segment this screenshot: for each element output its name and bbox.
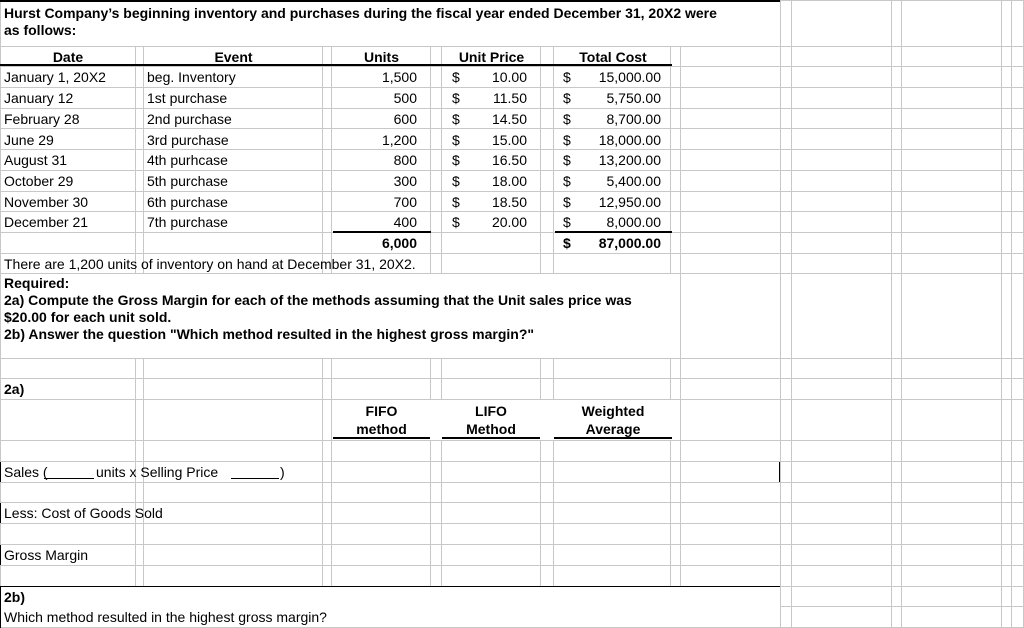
row-total-currency: $ (563, 194, 571, 210)
row-price-currency: $ (452, 111, 460, 127)
row-total: 5,750.00 (606, 90, 661, 106)
row-price: 16.50 (491, 152, 527, 168)
row-units: 500 (393, 90, 417, 106)
gm-left-border (0, 545, 1, 565)
row-price: 20.00 (491, 214, 527, 230)
row-total: 8,700.00 (606, 111, 661, 127)
row-price-currency: $ (452, 152, 460, 168)
cost-total-rule (555, 231, 672, 233)
fifo-header-line-1: FIFO (365, 403, 398, 419)
row-total: 5,400.00 (606, 173, 661, 189)
row-units: 300 (393, 173, 417, 189)
row-event: 2nd purchase (147, 111, 232, 127)
weighted-header-line-2: Average (585, 421, 641, 437)
lifo-header-line-1: LIFO (475, 403, 507, 419)
row-total-currency: $ (563, 132, 571, 148)
title-line-1: Hurst Company’s beginning inventory and purchases during the fiscal year ended December 31, 20X2 were (4, 5, 717, 21)
row-date: February 28 (4, 111, 80, 127)
row-date: January 1, 20X2 (4, 69, 106, 85)
row-total: 8,000.00 (606, 214, 661, 230)
row-price: 11.50 (493, 90, 527, 106)
row-event: beg. Inventory (147, 69, 236, 85)
row-price: 18.00 (491, 173, 527, 189)
row-price-currency: $ (452, 173, 460, 189)
row-total-currency: $ (563, 90, 571, 106)
section-2b-question: Which method resulted in the highest gross margin? (4, 609, 327, 625)
row-total-currency: $ (563, 152, 571, 168)
fifo-header-line-2: method (356, 421, 407, 437)
row-price-currency: $ (452, 194, 460, 210)
section-2a-label: 2a) (4, 381, 25, 397)
title-border-top (0, 0, 780, 2)
section-2b-left-border (0, 586, 1, 628)
weighted-header-line-1: Weighted (581, 403, 645, 419)
required-heading: Required: (4, 275, 70, 291)
row-price-currency: $ (452, 214, 460, 230)
header-units: Units (364, 49, 399, 65)
total-cost: 87,000.00 (598, 235, 661, 251)
row-date: December 21 (4, 214, 89, 230)
row-total-currency: $ (563, 173, 571, 189)
question-2a-line-1: 2a) Compute the Gross Margin for each of the methods assuming that the Unit sales price was (4, 292, 632, 308)
row-date: June 29 (4, 132, 54, 148)
row-price-currency: $ (452, 132, 460, 148)
sales-blank-price (231, 478, 279, 479)
sales-left-border (0, 462, 1, 482)
row-price: 18.50 (491, 194, 527, 210)
header-unit-price: Unit Price (458, 49, 525, 65)
row-date: January 12 (4, 90, 74, 106)
total-cost-currency: $ (563, 235, 571, 251)
weighted-underline (554, 437, 672, 439)
lifo-underline (442, 437, 540, 439)
row-date: August 31 (4, 152, 68, 168)
row-event: 7th purchase (147, 214, 228, 230)
row-units: 1,200 (381, 132, 417, 148)
row-units: 800 (393, 152, 417, 168)
row-price: 15.00 (491, 132, 527, 148)
row-total-currency: $ (563, 214, 571, 230)
question-2a-line-2: $20.00 for each unit sold. (4, 309, 172, 325)
inventory-note: There are 1,200 units of inventory on hand at December 31, 20X2. (4, 256, 416, 272)
row-total: 13,200.00 (598, 152, 661, 168)
sales-label-suffix: ) (280, 464, 285, 480)
row-event: 6th purchase (147, 194, 228, 210)
cogs-label: Less: Cost of Goods Sold (4, 505, 163, 521)
row-price-currency: $ (452, 90, 460, 106)
header-event: Event (214, 49, 253, 65)
row-date: November 30 (4, 194, 89, 210)
row-event: 4th purhcase (147, 152, 228, 168)
sales-right-border (779, 462, 780, 482)
cogs-left-border (0, 503, 1, 523)
lifo-header-line-2: Method (466, 421, 516, 437)
units-total-rule (333, 231, 431, 233)
row-event: 5th purchase (147, 173, 228, 189)
header-date: Date (52, 49, 84, 65)
row-price: 14.50 (491, 111, 527, 127)
row-price-currency: $ (452, 69, 460, 85)
row-units: 700 (393, 194, 417, 210)
sales-label-middle: units x Selling Price (96, 464, 219, 480)
row-event: 3rd purchase (147, 132, 229, 148)
row-total: 18,000.00 (598, 132, 661, 148)
sales-blank-units (44, 478, 94, 479)
row-units: 1,500 (381, 69, 417, 85)
question-2b: 2b) Answer the question "Which method resulted in the highest gross margin?" (4, 326, 535, 342)
row-units: 600 (393, 111, 417, 127)
row-total: 12,950.00 (598, 194, 661, 210)
header-total-cost: Total Cost (579, 49, 647, 65)
gross-margin-label: Gross Margin (4, 547, 89, 563)
row-total-currency: $ (563, 111, 571, 127)
section-2b-top-border (0, 586, 780, 587)
row-date: October 29 (4, 173, 74, 189)
row-total-currency: $ (563, 69, 571, 85)
row-total: 15,000.00 (598, 69, 661, 85)
row-units: 400 (393, 214, 417, 230)
fifo-underline (333, 437, 430, 439)
total-units: 6,000 (381, 235, 417, 251)
row-price: 10.00 (491, 69, 527, 85)
title-line-2: as follows: (4, 22, 77, 38)
section-2b-label: 2b) (4, 589, 25, 605)
sales-label-prefix: Sales ( (4, 464, 48, 480)
row-event: 1st purchase (147, 90, 228, 106)
